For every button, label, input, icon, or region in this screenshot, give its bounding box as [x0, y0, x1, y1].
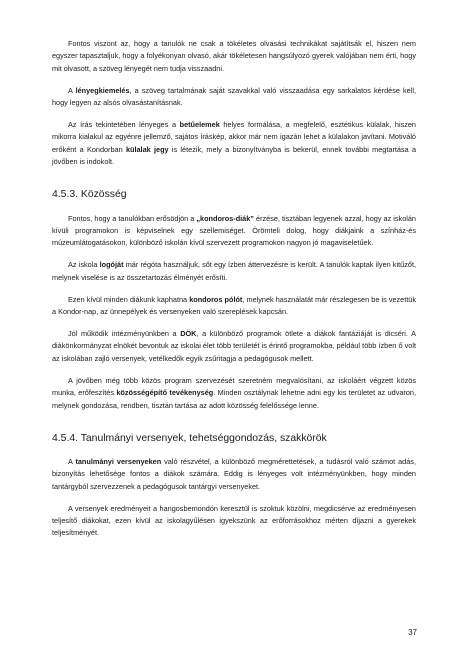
emphasis: kondoros pólót — [189, 294, 243, 304]
section-heading-versenyek: 4.5.4. Tanulmányi versenyek, tehetséggondozás, szakkörök — [52, 432, 327, 444]
page-content — [52, 38, 416, 549]
paragraph: Jól működik intézményünkben a DÖK, a különböző programok ötlete a diákok fantáziáját is dicséri. A diákönkormányzat elnökét bevontuk az iskolai élet több területét is érintő programokba, például több ízben ő volt az iskolában zajló versenyek, vetélkedők egyik zsűritagja a pedagógusok mellett. — [52, 329, 416, 363]
section-heading-kozosseg: 4.5.3. Közösség — [52, 188, 127, 200]
emphasis: logóját — [99, 260, 124, 270]
emphasis: tanulmányi versenyeken — [75, 456, 162, 466]
emphasis: közösségépítő tevékenység — [116, 388, 214, 398]
paragraph: Fontos viszont az, hogy a tanulók ne csak a tökéletes olvasási technikákat sajátítsák el, hiszen nem egyszer tapasztaljuk, hogy a folyékonyan olvasó, akár tökéletesen hangsúlyozó gyerek valójában nem érti, hogy mit olvasott, a szöveg lényegét nem tudja visszaadni. — [52, 39, 416, 73]
paragraph: A jövőben még több közös program szervezését szeretném megvalósítani, az iskoláért végzett közös munka, erőfeszítés közösségépítő tevékenység. Minden osztálynak lehetne adni egy kis területet az udvaron, melynek gondozása, rendben, tisztán tartása az adott közösség felelőssége lenne. — [52, 375, 416, 410]
paragraph: A tanulmányi versenyeken való részvétel, a különböző megmérettetések, a tudásról való számot adás, bizonyítás lehetősége fontos a diákok számára. Eddig is lényeges volt intézményünkben, hogy minden tantárgyból szervezzenek a pedagógusok tantárgyi versenyeket. — [52, 456, 416, 491]
paragraph: Az írás tekintetében lényeges a betűelemek helyes formálása, a megfelelő, esztétikus külalak, hiszen mikorra kialakul az egyénre jellemző, sajátos íráskép, akkor már nem igazán lehet a külalakon javítani. Motiváló erőként a Kondorban külalak jegy is létezik, mely a bizonyítványba is bekerül, ennek további megtartása a jövőben is indokolt. — [52, 120, 417, 167]
emphasis: lényegkiemelés — [75, 85, 130, 95]
paragraph: A lényegkiemelés, a szöveg tartalmának saját szavakkal való visszaadása egy sarkalatos kérdése kell, hogy legyen az alsós olvasástanításnak. — [52, 85, 416, 108]
page-number: 37 — [408, 628, 417, 637]
paragraph: Ezen kívül minden diákunk kaphatna kondoros pólót, melynek használatát már részlegesen be is vezettük a Kondor-nap, az ünnepélyek és versenyeken való szereplések kapcsán. — [52, 294, 416, 317]
emphasis: DÖK — [180, 329, 197, 338]
emphasis: „kondoros-diák” — [196, 213, 254, 223]
emphasis: külalak jegy — [125, 144, 169, 154]
paragraph: Az iskola logóját már régóta használjuk, sőt egy ízben áttervezésre is került. A tanulók kaptak ilyen kitűzőt, melynek viselése is az összetartozás élményét erősíti. — [52, 260, 417, 282]
paragraph: A versenyek eredményeit a hangosbemondón keresztül is szoktuk közölni, megdicsérve az eredményesen teljesítő diákokat, ezen kívül az iskolagyűlésen igyekszünk az erőforrásokhoz mérten díjazni a gyerekek teljesítményét. — [52, 503, 416, 538]
emphasis: betűelemek — [179, 120, 220, 130]
paragraph: Fontos, hogy a tanulókban erősödjön a „kondoros-diák” érzése, tisztában legyenek azzal, hogy az iskolán kívüli programokon is képviselnek egy szellemiséget. Örömteli dolog, hogy diákjaink a színház-és múzeumlátogatásokon, különböző iskolán kívül szervezett programokon nagyon jó magaviseletűek. — [52, 213, 416, 248]
